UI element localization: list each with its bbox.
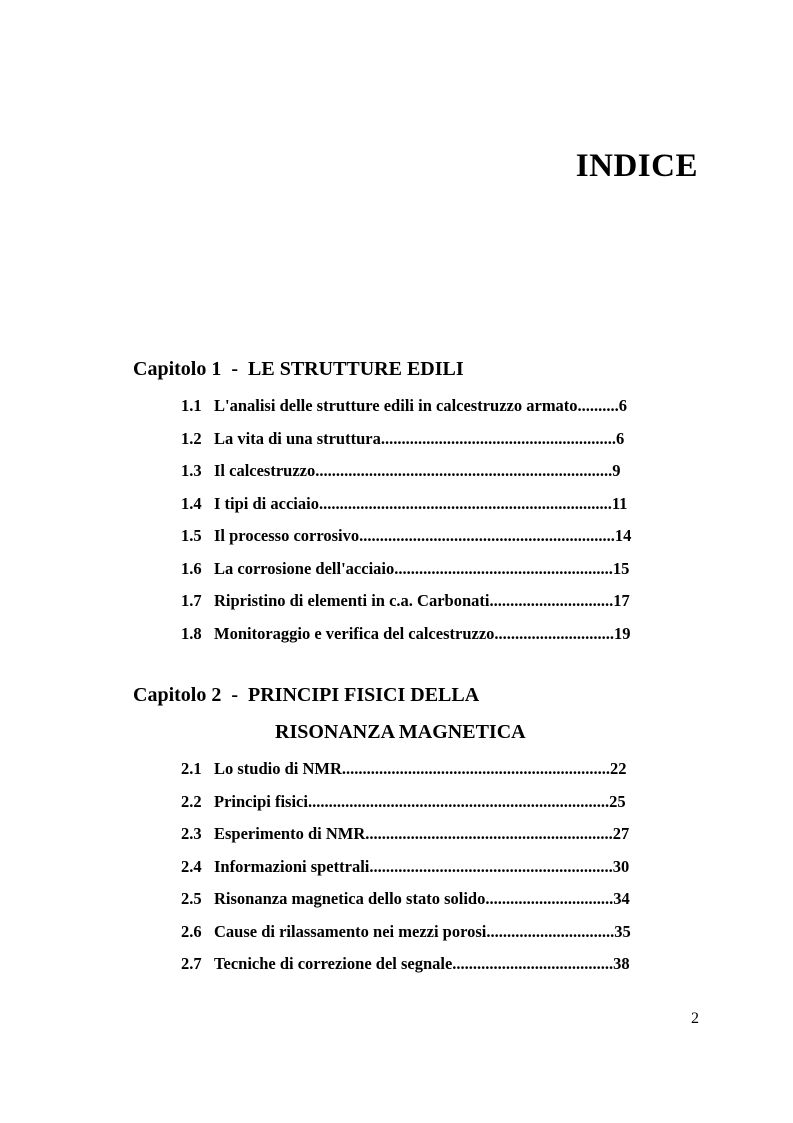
chapter-title: LE STRUTTURE EDILI [248, 358, 464, 380]
toc-entry-text: Lo studio di NMR.................................................................22 [214, 759, 627, 778]
chapter-separator: - [221, 358, 249, 380]
toc-entry[interactable] [181, 591, 631, 624]
toc-entry-text: Informazioni spettrali...........................................................30 [214, 856, 630, 876]
toc-entry-number: 2.3 [181, 824, 202, 843]
toc-entry-number: 2.1 [181, 759, 202, 778]
toc-entry-number: 1.5 [181, 526, 202, 545]
toc-entry-number: 2.2 [181, 791, 202, 811]
toc-entry-text: Tecniche di correzione del segnale.......................................38 [214, 954, 630, 973]
toc-entry[interactable] [181, 559, 631, 592]
toc-entry[interactable] [181, 526, 631, 559]
chapter-subtitle: RISONANZA MAGNETICA [275, 721, 526, 743]
toc-entry-number: 1.2 [181, 428, 202, 448]
toc-entry[interactable] [181, 624, 631, 657]
chapter-heading [133, 684, 479, 707]
toc-list-chapter-1 [181, 396, 631, 656]
toc-entry-number: 2.4 [181, 856, 202, 876]
toc-entry[interactable] [181, 759, 631, 792]
toc-entry-text: Principi fisici.........................................................................25 [214, 791, 626, 811]
chapter-number: 1 [211, 358, 222, 380]
toc-entry-number: 2.7 [181, 954, 202, 973]
toc-entry[interactable] [181, 857, 631, 890]
toc-entry[interactable] [181, 461, 631, 494]
toc-entry-text: Il calcestruzzo........................................................................9 [214, 461, 621, 480]
toc-entry-number: 1.7 [181, 591, 202, 610]
toc-entry-text: I tipi di acciaio.......................................................................11 [214, 493, 628, 513]
toc-entry-text: La corrosione dell'acciaio.....................................................15 [214, 558, 630, 578]
toc-entry[interactable] [181, 889, 631, 922]
toc-entry[interactable] [181, 792, 631, 825]
toc-entry[interactable] [181, 824, 631, 857]
chapter-heading [133, 358, 464, 381]
toc-entry-number: 1.4 [181, 493, 202, 513]
toc-entry-number: 2.6 [181, 921, 202, 941]
toc-entry-text: Monitoraggio e verifica del calcestruzzo.............................19 [214, 623, 631, 643]
toc-entry[interactable] [181, 494, 631, 527]
toc-list-chapter-2 [181, 759, 631, 987]
chapter-title: PRINCIPI FISICI DELLA [248, 684, 480, 706]
toc-entry[interactable] [181, 954, 631, 987]
toc-entry[interactable] [181, 922, 631, 955]
chapter-label: Capitolo [133, 684, 207, 706]
toc-entry[interactable] [181, 396, 631, 429]
toc-entry-text: La vita di una struttura.........................................................6 [214, 428, 625, 448]
chapter-separator: - [221, 684, 249, 706]
chapter-number: 2 [211, 684, 222, 706]
toc-entry-text: Il processo corrosivo..............................................................14 [214, 526, 632, 545]
page-title: INDICE [575, 148, 698, 184]
toc-entry-text: L'analisi delle strutture edili in calcestruzzo armato..........6 [214, 396, 628, 415]
toc-entry-number: 1.3 [181, 461, 202, 480]
toc-entry-number: 2.5 [181, 889, 202, 908]
toc-entry-text: Cause di rilassamento nei mezzi porosi...............................35 [214, 921, 631, 941]
toc-entry-text: Risonanza magnetica dello stato solido...............................34 [214, 889, 630, 908]
toc-entry[interactable] [181, 429, 631, 462]
chapter-label: Capitolo [133, 358, 207, 380]
toc-entry-text: Esperimento di NMR............................................................27 [214, 824, 630, 843]
toc-entry-text: Ripristino di elementi in c.a. Carbonati..............................17 [214, 591, 630, 610]
toc-entry-number: 1.8 [181, 623, 202, 643]
toc-entry-number: 1.1 [181, 396, 202, 415]
toc-entry-number: 1.6 [181, 558, 202, 578]
page-number: 2 [691, 1010, 699, 1027]
